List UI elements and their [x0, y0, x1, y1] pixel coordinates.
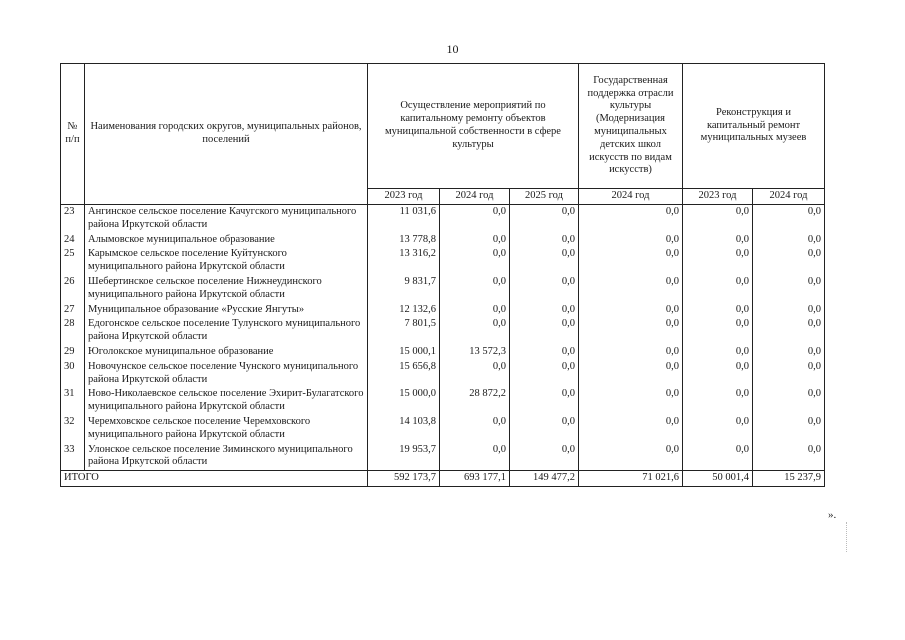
cell-value: 0,0	[579, 303, 683, 318]
row-number: 23	[61, 205, 85, 233]
row-name: Едогонское сельское поселение Тулунского муниципального района Иркутской области	[85, 317, 368, 345]
cell-value: 0,0	[753, 415, 825, 443]
closing-quote-mark: ».	[828, 509, 837, 521]
row-number: 29	[61, 345, 85, 360]
cell-value: 0,0	[510, 443, 579, 471]
table-row	[61, 317, 825, 345]
cell-value: 12 132,6	[368, 303, 440, 318]
table-row	[61, 415, 825, 443]
total-value: 15 237,9	[753, 471, 825, 487]
table-row	[61, 205, 825, 233]
cell-value: 0,0	[753, 275, 825, 303]
total-value: 693 177,1	[440, 471, 510, 487]
table-row	[61, 275, 825, 303]
cell-value: 0,0	[579, 345, 683, 360]
cell-value: 0,0	[753, 233, 825, 248]
row-number: 25	[61, 247, 85, 275]
cell-value: 0,0	[683, 317, 753, 345]
cell-value: 0,0	[579, 275, 683, 303]
cell-value: 0,0	[753, 345, 825, 360]
cell-value: 0,0	[683, 345, 753, 360]
cell-value: 0,0	[510, 387, 579, 415]
cell-value: 0,0	[753, 205, 825, 233]
cell-value: 13 778,8	[368, 233, 440, 248]
cell-value: 0,0	[579, 317, 683, 345]
table-row	[61, 303, 825, 318]
cell-value: 11 031,6	[368, 205, 440, 233]
header-group-museums: Реконструкция и капитальный ремонт муниципальных музеев	[683, 64, 825, 189]
cell-value: 0,0	[753, 387, 825, 415]
cell-value: 0,0	[440, 415, 510, 443]
cell-value: 0,0	[683, 233, 753, 248]
cell-value: 0,0	[683, 205, 753, 233]
scan-artifact	[846, 522, 847, 552]
cell-value: 0,0	[440, 275, 510, 303]
total-value: 71 021,6	[579, 471, 683, 487]
header-col-no: № п/п	[61, 64, 85, 205]
row-name: Новочунское сельское поселение Чунского муниципального района Иркутской области	[85, 360, 368, 388]
cell-value: 0,0	[510, 233, 579, 248]
header-group-culture-support: Государственная поддержка отрасли культуры (Модернизация муниципальных детских школ искусств по видам искусств)	[579, 64, 683, 189]
cell-value: 0,0	[440, 360, 510, 388]
header-group-capital-repair: Осуществление мероприятий по капитальному ремонту объектов муниципальной собственности в сфере культуры	[368, 64, 579, 189]
table-row	[61, 345, 825, 360]
table-row	[61, 387, 825, 415]
row-name: Юголокское муниципальное образование	[85, 345, 368, 360]
cell-value: 0,0	[510, 317, 579, 345]
cell-value: 0,0	[753, 317, 825, 345]
cell-value: 19 953,7	[368, 443, 440, 471]
cell-value: 0,0	[440, 303, 510, 318]
cell-value: 0,0	[579, 443, 683, 471]
row-name: Муниципальное образование «Русские Янгуты»	[85, 303, 368, 318]
cell-value: 0,0	[579, 360, 683, 388]
header-year: 2023 год	[368, 189, 440, 205]
table-row	[61, 443, 825, 471]
cell-value: 0,0	[510, 205, 579, 233]
cell-value: 0,0	[753, 443, 825, 471]
header-col-name: Наименования городских округов, муниципальных районов, поселений	[85, 64, 368, 205]
cell-value: 0,0	[683, 387, 753, 415]
row-number: 32	[61, 415, 85, 443]
header-row	[61, 64, 825, 189]
header-year: 2025 год	[510, 189, 579, 205]
cell-value: 13 316,2	[368, 247, 440, 275]
cell-value: 0,0	[683, 360, 753, 388]
row-name: Карымское сельское поселение Куйтунского муниципального района Иркутской области	[85, 247, 368, 275]
row-number: 26	[61, 275, 85, 303]
total-value: 149 477,2	[510, 471, 579, 487]
cell-value: 0,0	[510, 415, 579, 443]
cell-value: 0,0	[440, 317, 510, 345]
cell-value: 13 572,3	[440, 345, 510, 360]
cell-value: 0,0	[683, 303, 753, 318]
total-value: 592 173,7	[368, 471, 440, 487]
row-name: Черемховское сельское поселение Черемховского муниципального района Иркутской области	[85, 415, 368, 443]
total-value: 50 001,4	[683, 471, 753, 487]
table-row	[61, 233, 825, 248]
header-year: 2023 год	[683, 189, 753, 205]
row-number: 27	[61, 303, 85, 318]
cell-value: 0,0	[440, 247, 510, 275]
cell-value: 0,0	[683, 247, 753, 275]
cell-value: 0,0	[440, 443, 510, 471]
cell-value: 28 872,2	[440, 387, 510, 415]
cell-value: 7 801,5	[368, 317, 440, 345]
cell-value: 0,0	[579, 247, 683, 275]
cell-value: 0,0	[510, 345, 579, 360]
row-number: 24	[61, 233, 85, 248]
cell-value: 0,0	[510, 247, 579, 275]
row-number: 30	[61, 360, 85, 388]
total-row	[61, 471, 825, 487]
table-row	[61, 247, 825, 275]
cell-value: 15 000,0	[368, 387, 440, 415]
cell-value: 0,0	[753, 247, 825, 275]
cell-value: 0,0	[440, 205, 510, 233]
header-year: 2024 год	[440, 189, 510, 205]
cell-value: 14 103,8	[368, 415, 440, 443]
cell-value: 0,0	[753, 360, 825, 388]
row-name: Улонское сельское поселение Зиминского муниципального района Иркутской области	[85, 443, 368, 471]
cell-value: 0,0	[753, 303, 825, 318]
cell-value: 0,0	[579, 387, 683, 415]
cell-value: 0,0	[510, 360, 579, 388]
row-number: 28	[61, 317, 85, 345]
cell-value: 0,0	[579, 205, 683, 233]
row-name: Алымовское муниципальное образование	[85, 233, 368, 248]
row-number: 31	[61, 387, 85, 415]
total-label: ИТОГО	[61, 471, 368, 487]
cell-value: 0,0	[683, 443, 753, 471]
row-number: 33	[61, 443, 85, 471]
cell-value: 0,0	[683, 275, 753, 303]
header-year: 2024 год	[753, 189, 825, 205]
cell-value: 0,0	[440, 233, 510, 248]
row-name: Ново-Николаевское сельское поселение Эхирит-Булагатского муниципального района Иркутской области	[85, 387, 368, 415]
cell-value: 0,0	[579, 233, 683, 248]
table-row	[61, 360, 825, 388]
page-number: 10	[446, 42, 459, 56]
cell-value: 15 656,8	[368, 360, 440, 388]
row-name: Ангинское сельское поселение Качугского муниципального района Иркутской области	[85, 205, 368, 233]
subsidy-table	[60, 63, 825, 487]
cell-value: 15 000,1	[368, 345, 440, 360]
header-year: 2024 год	[579, 189, 683, 205]
cell-value: 0,0	[579, 415, 683, 443]
cell-value: 0,0	[510, 303, 579, 318]
cell-value: 0,0	[510, 275, 579, 303]
cell-value: 0,0	[683, 415, 753, 443]
row-name: Шебертинское сельское поселение Нижнеудинского муниципального района Иркутской области	[85, 275, 368, 303]
cell-value: 9 831,7	[368, 275, 440, 303]
